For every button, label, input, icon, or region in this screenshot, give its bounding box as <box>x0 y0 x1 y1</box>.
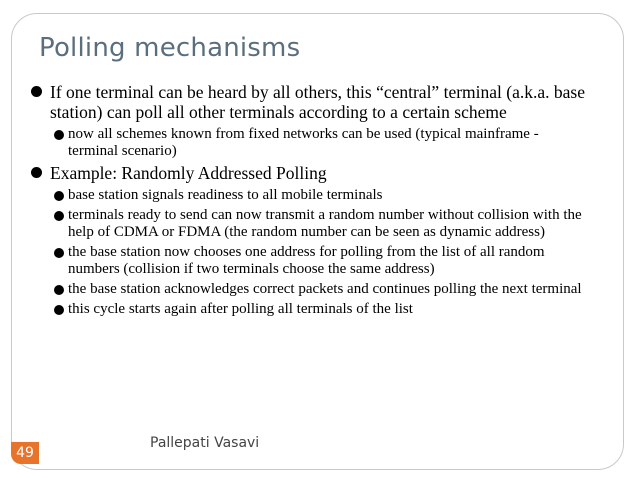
sub-bullet-item <box>30 126 590 160</box>
sub-bullet-item <box>30 281 590 298</box>
bullet-dot-icon <box>54 191 64 201</box>
bullet-dot-icon <box>54 285 64 295</box>
bullet-text: the base station now chooses one address for polling from the list of all random numbers (collision if two terminals choose the same address) <box>68 244 545 277</box>
bullet-list <box>30 82 590 321</box>
bullet-dot-icon <box>54 305 64 315</box>
bullet-text: terminals ready to send can now transmit a random number without collision with the help of CDMA or FDMA (the random number can be seen as dynamic address) <box>68 207 582 240</box>
bullet-text: the base station acknowledges correct packets and continues polling the next terminal <box>68 281 582 297</box>
sub-bullet-item <box>30 301 590 318</box>
bullet-dot-icon <box>54 211 64 221</box>
bullet-item <box>30 82 590 122</box>
bullet-dot-icon <box>31 167 42 178</box>
sub-bullet-item <box>30 244 590 278</box>
page-number-badge: 49 <box>11 442 39 464</box>
bullet-dot-icon <box>54 130 64 140</box>
bullet-text: now all schemes known from fixed networks can be used (typical mainframe - terminal scenario) <box>68 126 539 159</box>
bullet-text: Example: Randomly Addressed Polling <box>50 163 327 183</box>
sub-bullet-item <box>30 187 590 204</box>
bullet-dot-icon <box>31 86 42 97</box>
bullet-text: base station signals readiness to all mobile terminals <box>68 187 383 203</box>
slide-title: Polling mechanisms <box>39 33 301 63</box>
bullet-item <box>30 163 590 183</box>
bullet-text: If one terminal can be heard by all others, this “central” terminal (a.k.a. base station) can poll all other terminals according to a certain scheme <box>50 82 585 122</box>
bullet-text: this cycle starts again after polling all terminals of the list <box>68 301 413 317</box>
bullet-dot-icon <box>54 248 64 258</box>
footer-author: Pallepati Vasavi <box>150 435 260 451</box>
sub-bullet-item <box>30 207 590 241</box>
